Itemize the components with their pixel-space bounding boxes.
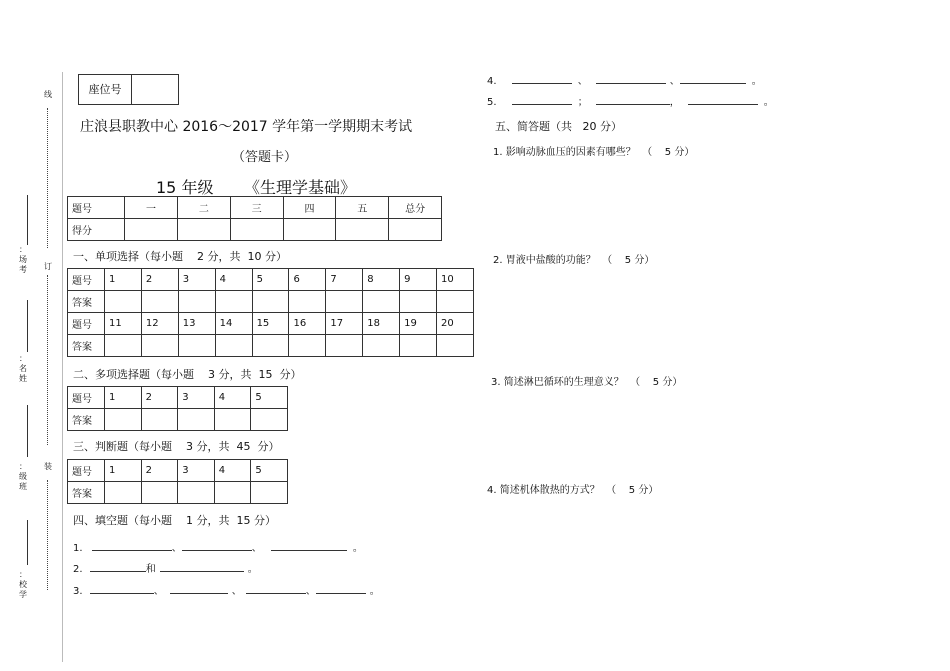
answer-sheet-subtitle: （答题卡） xyxy=(232,150,298,165)
number-cell: 16 xyxy=(289,313,326,335)
short-answer-question-2: 2. 胃液中盐酸的功能？ （ 5 分） xyxy=(493,255,655,266)
answer-cell[interactable] xyxy=(400,335,437,357)
answer-cell[interactable] xyxy=(215,335,252,357)
school-label: ：校学 xyxy=(19,570,27,599)
separator: 、 xyxy=(577,76,588,87)
score-header-cell: 五 xyxy=(336,197,389,219)
fill-blank-1 xyxy=(73,539,363,554)
period: 。 xyxy=(763,97,774,108)
number-cell: 13 xyxy=(178,313,215,335)
number-cell: 11 xyxy=(105,313,142,335)
number-cell: 3 xyxy=(178,387,215,409)
section3-title: 三、判断题（每小题 3 分，共 45 分） xyxy=(73,440,280,453)
score-cell[interactable] xyxy=(177,219,230,241)
answer-cell[interactable] xyxy=(437,291,474,313)
answer-cell[interactable] xyxy=(178,291,215,313)
period: 。 xyxy=(247,564,258,575)
header-cell: 题号 xyxy=(68,387,105,409)
period: 。 xyxy=(751,76,762,87)
blank-line[interactable] xyxy=(92,541,172,551)
score-header-cell: 四 xyxy=(283,197,336,219)
answer-cell[interactable] xyxy=(141,482,178,504)
answer-cell[interactable] xyxy=(215,291,252,313)
separator: ， xyxy=(669,97,680,108)
blank-line[interactable] xyxy=(170,584,228,594)
true-false-table xyxy=(67,459,288,504)
binding-dotted-line xyxy=(47,275,48,445)
blank-line[interactable] xyxy=(596,95,670,105)
answer-cell[interactable] xyxy=(251,482,288,504)
number-cell: 2 xyxy=(141,460,178,482)
answer-cell[interactable] xyxy=(178,482,215,504)
separator: 、 xyxy=(305,586,316,597)
exam-room-label: ：场考 xyxy=(19,245,27,274)
score-row-label: 得分 xyxy=(68,219,125,241)
score-header-cell: 二 xyxy=(177,197,230,219)
number-cell: 5 xyxy=(252,269,289,291)
number-cell: 7 xyxy=(326,269,363,291)
number-cell: 1 xyxy=(105,269,142,291)
header-cell: 题号 xyxy=(68,269,105,291)
number-cell: 4 xyxy=(214,460,251,482)
item-number: 2. xyxy=(73,564,83,575)
separator: 、 xyxy=(669,76,680,87)
class-write-line xyxy=(27,405,28,457)
score-header-cell: 三 xyxy=(230,197,283,219)
binding-dotted-line xyxy=(47,480,48,590)
number-cell: 10 xyxy=(437,269,474,291)
number-cell: 4 xyxy=(215,269,252,291)
header-cell: 题号 xyxy=(68,313,105,335)
number-cell: 18 xyxy=(363,313,400,335)
score-header-cell: 总分 xyxy=(389,197,442,219)
separator: 、 xyxy=(153,586,164,597)
number-cell: 1 xyxy=(105,460,142,482)
name-label: ：名姓 xyxy=(19,354,27,383)
separator: 、 xyxy=(231,586,242,597)
answer-cell[interactable] xyxy=(326,335,363,357)
course-title: 15 年级 《生理学基础》 xyxy=(156,178,356,197)
fill-blank-2 xyxy=(73,560,258,575)
blank-line[interactable] xyxy=(160,562,244,572)
number-cell: 2 xyxy=(141,387,178,409)
answer-cell[interactable] xyxy=(214,482,251,504)
answer-cell[interactable] xyxy=(251,409,288,431)
score-cell[interactable] xyxy=(389,219,442,241)
item-number: 3. xyxy=(73,586,83,597)
fill-blank-5 xyxy=(487,93,774,108)
binding-dotted-line xyxy=(47,108,48,248)
number-cell: 17 xyxy=(326,313,363,335)
score-header-cell: 一 xyxy=(125,197,178,219)
answer-label: 答案 xyxy=(68,409,105,431)
score-header-cell: 题号 xyxy=(68,197,125,219)
number-cell: 5 xyxy=(251,460,288,482)
number-cell: 3 xyxy=(178,269,215,291)
item-number: 1. xyxy=(73,543,83,554)
blank-line[interactable] xyxy=(271,541,347,551)
short-answer-question-3: 3. 简述淋巴循环的生理意义？ （ 5 分） xyxy=(491,377,683,388)
conjunction: 和 xyxy=(145,564,156,575)
margin-char-zhuang: 装 xyxy=(44,462,52,471)
number-cell: 4 xyxy=(214,387,251,409)
answer-label: 答案 xyxy=(68,335,105,357)
answer-cell[interactable] xyxy=(141,291,178,313)
answer-cell[interactable] xyxy=(363,335,400,357)
blank-line[interactable] xyxy=(680,74,746,84)
exam-title: 庄浪县职教中心 2016～2017 学年第一学期期末考试 xyxy=(80,119,413,135)
separator: ； xyxy=(577,97,588,108)
number-cell: 12 xyxy=(141,313,178,335)
answer-cell[interactable] xyxy=(289,335,326,357)
name-write-line xyxy=(27,300,28,352)
blank-line[interactable] xyxy=(182,541,252,551)
section1-title: 一、单项选择（每小题 2 分，共 10 分） xyxy=(73,250,287,263)
blank-line[interactable] xyxy=(688,95,758,105)
score-table xyxy=(67,196,442,241)
multiple-choice-table xyxy=(67,386,288,431)
short-answer-question-1: 1. 影响动脉血压的因素有哪些？ （ 5 分） xyxy=(493,147,695,158)
blank-line[interactable] xyxy=(512,95,572,105)
blank-line[interactable] xyxy=(596,74,666,84)
answer-cell[interactable] xyxy=(252,291,289,313)
section4-title: 四、填空题（每小题 1 分，共 15 分） xyxy=(73,514,276,527)
class-label: ：级班 xyxy=(19,462,27,491)
margin-boundary-line xyxy=(62,72,63,662)
number-cell: 3 xyxy=(178,460,215,482)
answer-cell[interactable] xyxy=(141,335,178,357)
number-cell: 6 xyxy=(289,269,326,291)
blank-line[interactable] xyxy=(90,584,154,594)
answer-cell[interactable] xyxy=(178,409,215,431)
answer-cell[interactable] xyxy=(105,482,142,504)
number-cell: 2 xyxy=(141,269,178,291)
answer-cell[interactable] xyxy=(437,335,474,357)
header-cell: 题号 xyxy=(68,460,105,482)
score-cell[interactable] xyxy=(230,219,283,241)
separator: 、 xyxy=(171,543,182,554)
margin-char-line: 线 xyxy=(44,90,52,99)
answer-cell[interactable] xyxy=(214,409,251,431)
period: 。 xyxy=(352,543,363,554)
fill-blank-3 xyxy=(73,582,380,597)
item-number: 5. xyxy=(487,97,497,108)
number-cell: 19 xyxy=(400,313,437,335)
score-cell[interactable] xyxy=(336,219,389,241)
seat-number-box xyxy=(78,74,179,105)
section2-title: 二、多项选择题（每小题 3 分，共 15 分） xyxy=(73,368,302,381)
answer-cell[interactable] xyxy=(105,335,142,357)
answer-cell[interactable] xyxy=(326,291,363,313)
answer-cell[interactable] xyxy=(105,291,142,313)
margin-char-ding: 订 xyxy=(44,262,52,271)
score-cell[interactable] xyxy=(283,219,336,241)
answer-label: 答案 xyxy=(68,291,105,313)
answer-cell[interactable] xyxy=(105,409,142,431)
number-cell: 5 xyxy=(251,387,288,409)
number-cell: 15 xyxy=(252,313,289,335)
answer-cell[interactable] xyxy=(178,335,215,357)
separator: 、 xyxy=(251,543,262,554)
period: 。 xyxy=(369,586,380,597)
answer-label: 答案 xyxy=(68,482,105,504)
blank-line[interactable] xyxy=(90,562,146,572)
answer-cell[interactable] xyxy=(289,291,326,313)
answer-cell[interactable] xyxy=(141,409,178,431)
score-cell[interactable] xyxy=(125,219,178,241)
number-cell: 14 xyxy=(215,313,252,335)
blank-line[interactable] xyxy=(512,74,572,84)
answer-cell[interactable] xyxy=(400,291,437,313)
blank-line[interactable] xyxy=(246,584,306,594)
single-choice-table xyxy=(67,268,474,357)
seat-number-label: 座位号 xyxy=(79,75,132,104)
fill-blank-4 xyxy=(487,72,762,87)
number-cell: 20 xyxy=(437,313,474,335)
answer-cell[interactable] xyxy=(252,335,289,357)
number-cell: 1 xyxy=(105,387,142,409)
number-cell: 8 xyxy=(363,269,400,291)
exam-room-write-line xyxy=(27,195,28,245)
section5-title: 五、简答题（共 20 分） xyxy=(495,120,622,133)
blank-line[interactable] xyxy=(316,584,366,594)
number-cell: 9 xyxy=(400,269,437,291)
answer-cell[interactable] xyxy=(363,291,400,313)
short-answer-question-4: 4. 简述机体散热的方式？ （ 5 分） xyxy=(487,485,659,496)
item-number: 4. xyxy=(487,76,497,87)
school-write-line xyxy=(27,520,28,565)
